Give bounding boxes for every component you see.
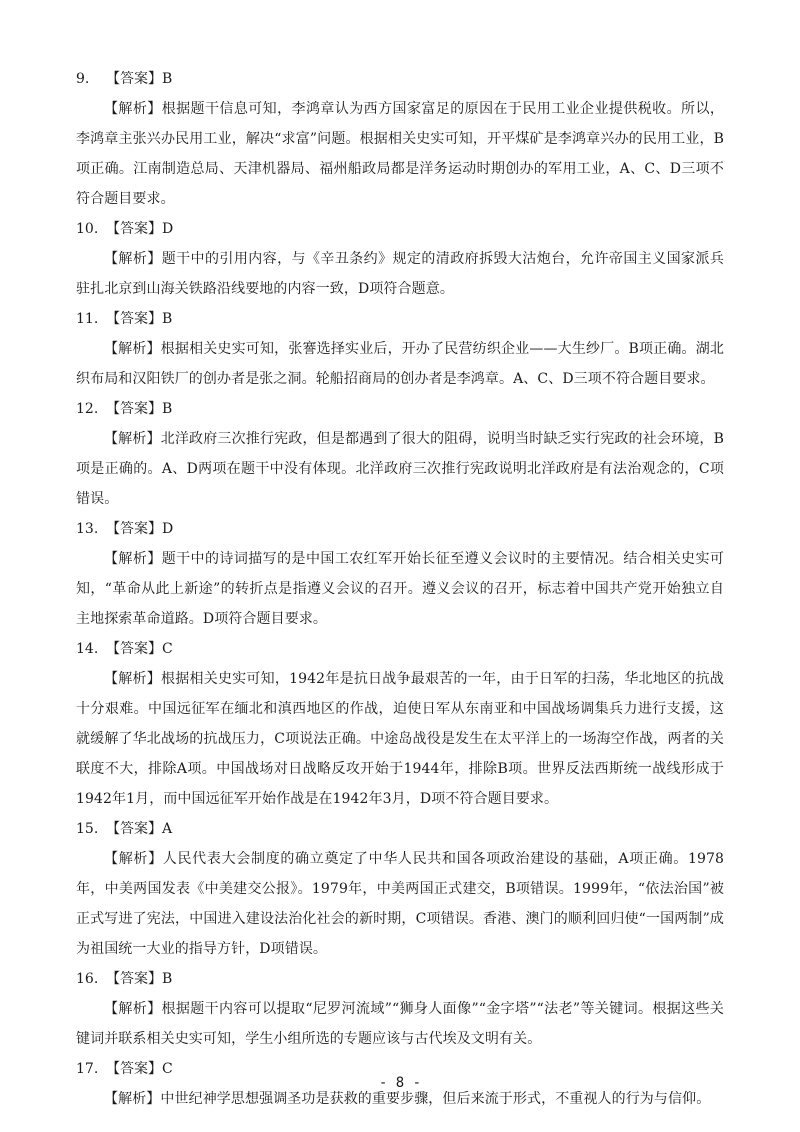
answer-line [76,814,724,844]
analysis-text: 【解析】北洋政府三次推行宪政，但是都遇到了很大的阻碍，说明当时缺乏实行宪政的社会环境，B项是正确的。A、D两项在题干中没有体现。北洋政府三次推行宪政说明北洋政府是有法治观念的，C项错误。 [76,431,724,507]
question-number: 14. [76,641,99,657]
analysis-text: 【解析】中世纪神学思想强调圣功是获救的重要步骤，但后来流于形式，不重视人的行为与信仰。 [104,1091,711,1107]
question-item-12 [76,394,724,514]
answer-text: 【答案】B [106,971,173,987]
question-item-15 [76,814,724,964]
question-number: 17. [76,1061,99,1077]
analysis-text: 【解析】人民代表大会制度的确立奠定了中华人民共和国各项政治建设的基础，A项正确。1978年，中美两国发表《中美建交公报》。1979年，中美两国正式建交，B项错误。1999年，“依法治国”被正式写进了宪法，中国进入建设法治化社会的新时期，C项错误。香港、澳门的顺利回归使“一国两制”成为祖国统一大业的指导方针，D项错误。 [76,851,724,957]
analysis-text: 【解析】根据相关史实可知，张謇选择实业后，开办了民营纺织企业——大生纱厂。B项正确。湖北织布局和汉阳铁厂的创办者是张之洞。轮船招商局的创办者是李鸿章。A、C、D三项不符合题目要求。 [76,341,724,387]
question-item-14 [76,634,724,814]
answer-line [76,304,724,334]
question-number: 10. [76,221,99,237]
question-number: 13. [76,521,99,537]
answer-line [76,394,724,424]
question-number: 16. [76,971,99,987]
answer-line [76,964,724,994]
question-item-13 [76,514,724,634]
answer-text: 【答案】C [106,641,173,657]
answer-text: 【答案】C [106,1061,173,1077]
answer-key-body [76,64,724,1114]
analysis-text: 【解析】题干中的诗词描写的是中国工农红军开始长征至遵义会议时的主要情况。结合相关史实可知，“革命从此上新途”的转折点是指遵义会议的召开。遵义会议的召开，标志着中国共产党开始独立自主地探索革命道路。D项符合题目要求。 [76,551,724,627]
question-item-9 [76,64,724,214]
answer-text: 【答案】B [106,71,173,87]
answer-line [76,514,724,544]
answer-line [76,64,724,94]
analysis-text: 【解析】根据题干内容可以提取“尼罗河流域”“狮身人面像”“金字塔”“法老”等关键词。根据这些关键词并联系相关史实可知，学生小组所选的专题应该与古代埃及文明有关。 [76,1001,724,1047]
page-number: - 8 - [378,1075,422,1091]
answer-text: 【答案】A [106,821,173,837]
question-number: 9. [76,71,90,87]
question-number: 11. [76,311,99,327]
answer-text: 【答案】B [106,401,173,417]
analysis-text: 【解析】根据题干信息可知，李鸿章认为西方国家富足的原因在于民用工业企业提供税收。所以，李鸿章主张兴办民用工业，解决“求富”问题。根据相关史实可知，开平煤矿是李鸿章兴办的民用工业，B项正确。江南制造总局、天津机器局、福州船政局都是洋务运动时期创办的军用工业，A、C、D三项不符合题目要求。 [76,101,724,207]
question-number: 12. [76,401,99,417]
answer-text: 【答案】D [106,221,174,237]
question-item-16 [76,964,724,1054]
question-item-11 [76,304,724,394]
answer-line [76,634,724,664]
analysis-text: 【解析】根据相关史实可知，1942年是抗日战争最艰苦的一年，由于日军的扫荡，华北地区的抗战十分艰难。中国远征军在缅北和滇西地区的作战，迫使日军从东南亚和中国战场调集兵力进行支援，这就缓解了华北战场的抗战压力，C项说法正确。中途岛战役是发生在太平洋上的一场海空作战，两者的关联度不大，排除A项。中国战场对日战略反攻开始于1944年，排除B项。世界反法西斯统一战线形成于1942年1月，而中国远征军开始作战是在1942年3月，D项不符合题目要求。 [76,671,724,807]
question-item-10 [76,214,724,304]
answer-text: 【答案】B [106,311,173,327]
answer-line [76,214,724,244]
answer-text: 【答案】D [106,521,174,537]
question-number: 15. [76,821,99,837]
analysis-text: 【解析】题干中的引用内容，与《辛丑条约》规定的清政府拆毁大沽炮台，允许帝国主义国家派兵驻扎北京到山海关铁路沿线要地的内容一致，D项符合题意。 [76,251,724,297]
